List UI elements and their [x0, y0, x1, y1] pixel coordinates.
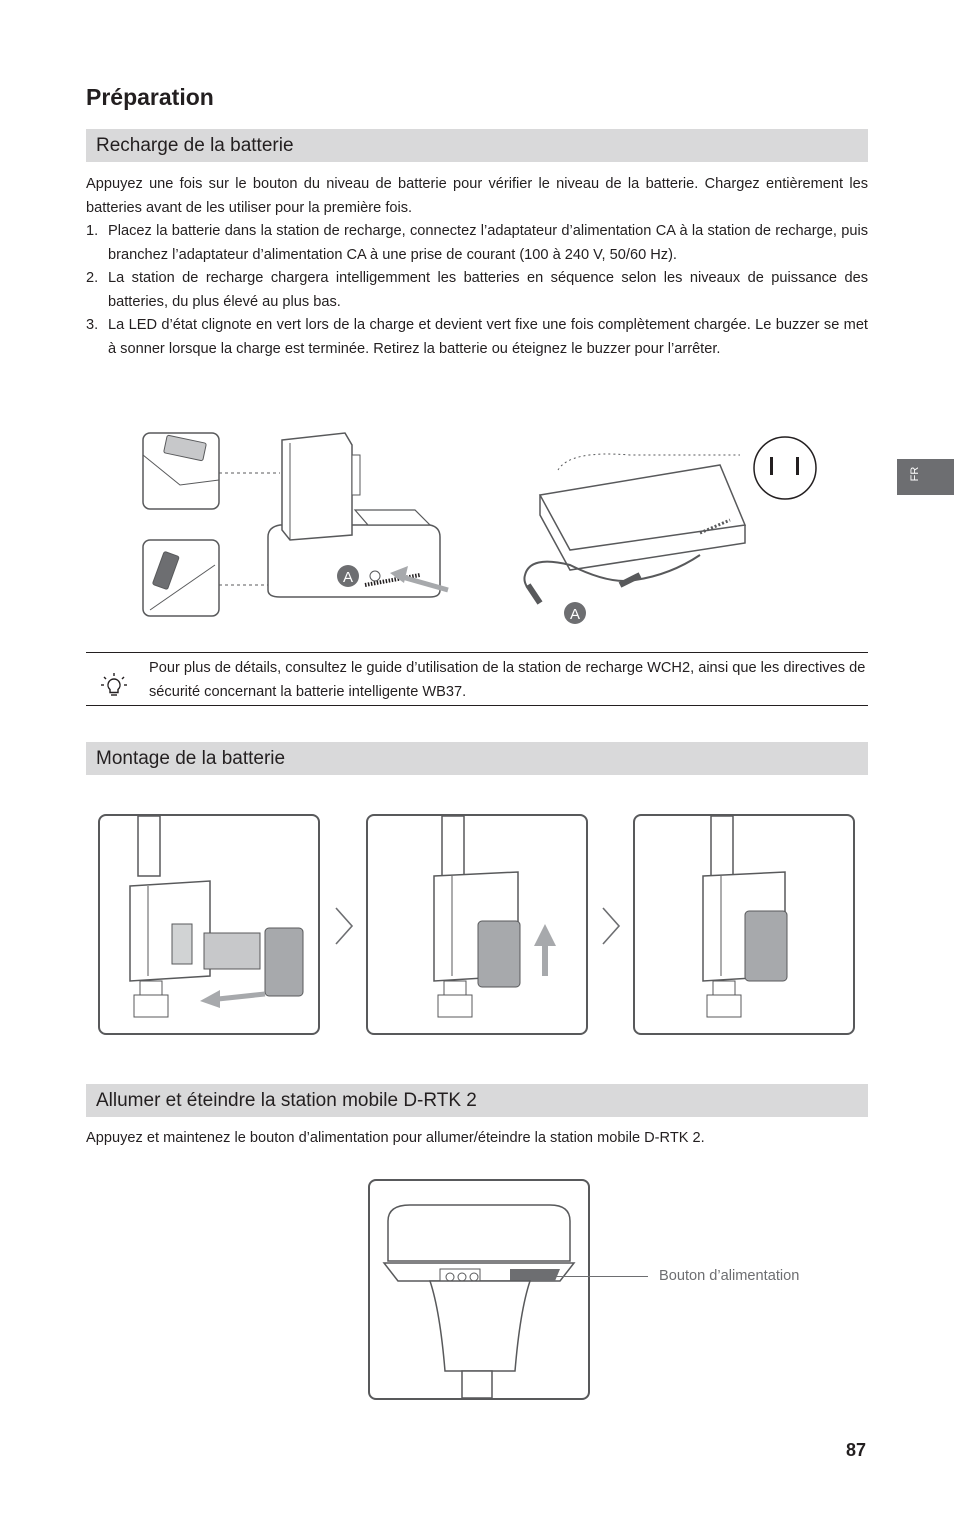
d-rtk-base-drawing: [370, 1181, 588, 1398]
section-heading-mounting: [86, 742, 868, 775]
step-number: 1.: [86, 223, 99, 239]
mounting-step-2-drawing: [368, 816, 586, 1033]
charging-station-illustration: [140, 425, 830, 635]
list-item: [86, 220, 868, 267]
tip-top-rule: [86, 652, 868, 653]
section-heading-text: Recharge de la batterie: [96, 135, 294, 156]
list-item: [86, 267, 868, 314]
page-number: 87: [846, 1440, 867, 1460]
step-number: 2.: [86, 270, 99, 287]
charging-intro: Appuyez une fois sur le bouton du niveau de batterie pour vérifier le niveau de la batterie. Chargez entièrement les batteries avant de les utiliser pour la première fois.: [86, 176, 868, 216]
list-item: [86, 314, 868, 361]
svg-text:A: A: [342, 569, 354, 586]
charging-steps: [86, 220, 868, 362]
chevron-right-icon: [334, 906, 354, 946]
chevron-right-icon: [601, 906, 621, 946]
tip-text: Pour plus de détails, consultez le guide d’utilisation de la station de recharge WCH2, ainsi que les directives de sécurité concernant la batterie intelligente WB37.: [149, 660, 866, 700]
mounting-step-1-drawing: [100, 816, 318, 1033]
mounting-step-3-image: [633, 814, 855, 1035]
mounting-step-3-drawing: [635, 816, 853, 1033]
step-text: La station de recharge chargera intelligemment les batteries en séquence selon les niveaux de puissance des batteries, du plus élevé au plus bas.: [108, 270, 868, 310]
power-button-image: [368, 1179, 590, 1400]
language-tab-label: FR: [909, 466, 921, 482]
step-number: 3.: [86, 317, 99, 334]
section-heading-charging: [86, 129, 868, 162]
section-heading-text: Montage de la batterie: [96, 748, 286, 769]
label-a: A: [569, 606, 581, 623]
page-title: Préparation: [86, 84, 214, 110]
callout-leader-line: [550, 1276, 648, 1277]
section-heading-text: Allumer et éteindre la station mobile D-RTK 2: [96, 1090, 477, 1111]
section-heading-power: [86, 1084, 868, 1117]
step-text: Placez la batterie dans la station de recharge, connectez l’adaptateur d’alimentation CA à la station de recharge, puis branchez l’adaptateur d’alimentation CA à une prise de courant (100 à 240 V, 50/60 Hz).: [108, 223, 868, 263]
mounting-step-1-image: [98, 814, 320, 1035]
mounting-step-2-image: [366, 814, 588, 1035]
step-text: La LED d’état clignote en vert lors de la charge et devient vert fixe une fois complètement chargée. Le buzzer se met à sonner lorsque la charge est terminée. Retirez la batterie ou éteignez le buzzer pour l’arrêter.: [108, 317, 868, 357]
tip-bottom-rule: [86, 705, 868, 706]
power-instructions: Appuyez et maintenez le bouton d’alimentation pour allumer/éteindre la station mobile D-RTK 2.: [86, 1130, 705, 1146]
language-tab: [897, 459, 954, 495]
lightbulb-tip-icon: [101, 672, 127, 698]
power-button-callout: Bouton d’alimentation: [659, 1268, 800, 1284]
